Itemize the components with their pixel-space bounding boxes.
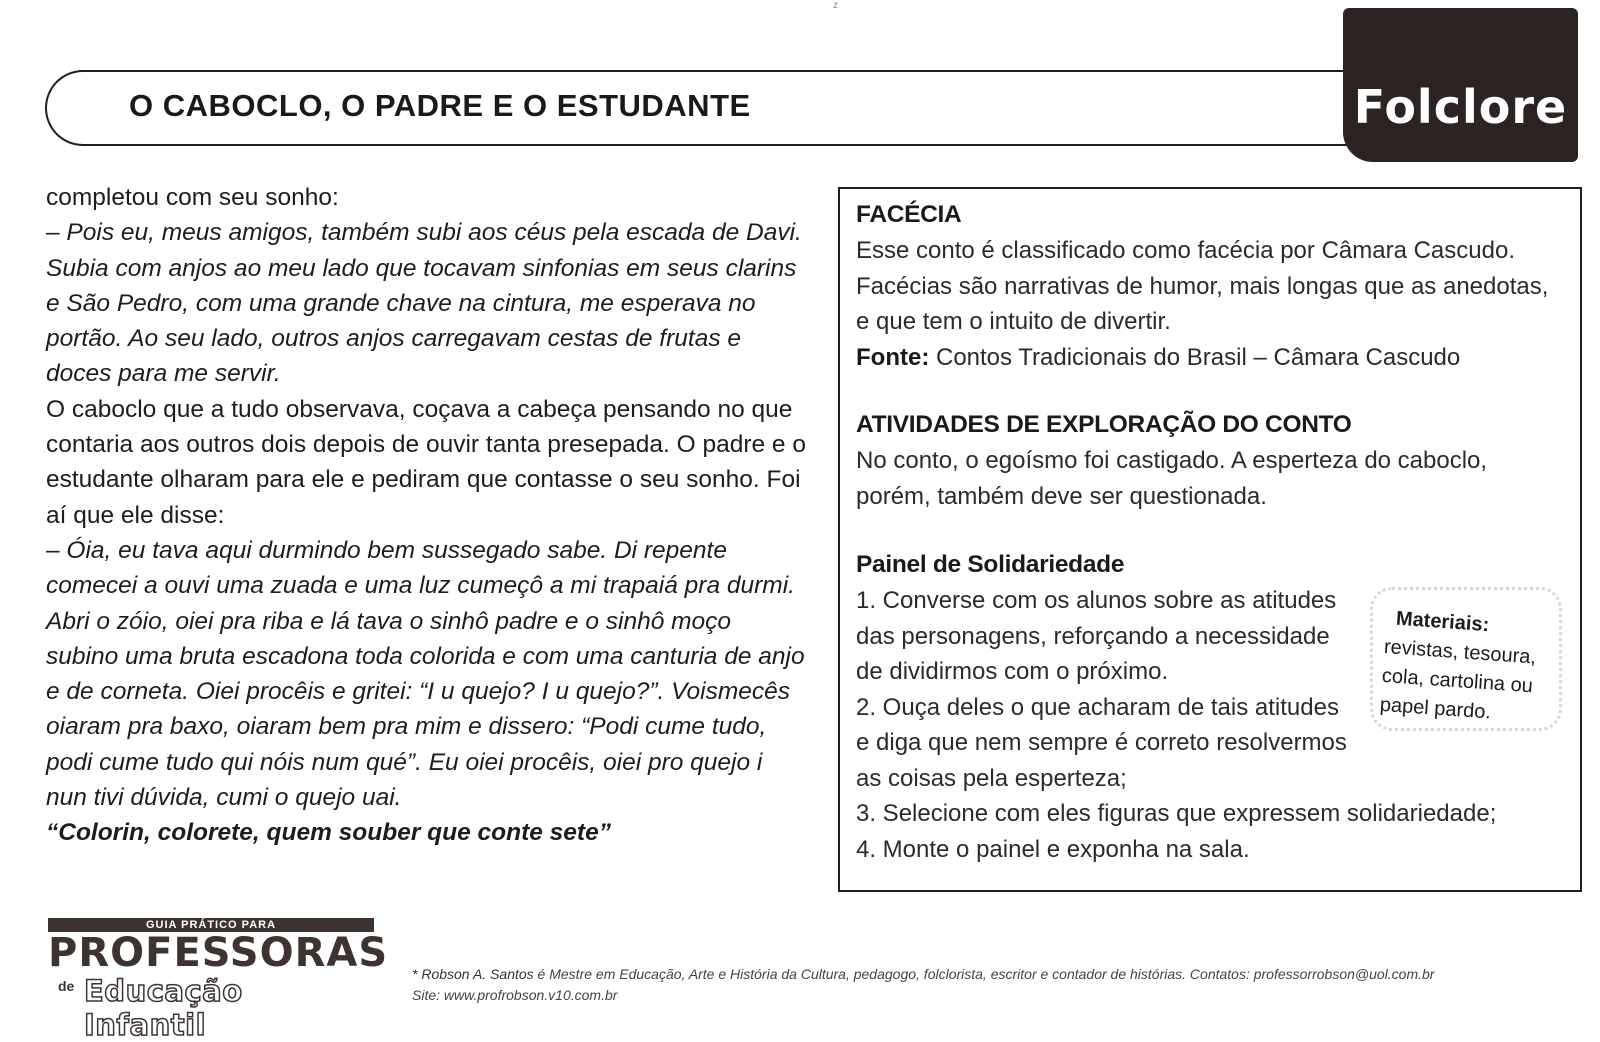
facecia-text: Esse conto é classificado como facécia por Câmara Cascudo. Facécias são narrativas de humor, mais longas que as anedotas, e que tem o intuito de divertir. bbox=[856, 237, 1549, 335]
credit-line bbox=[412, 964, 1434, 985]
painel-list-b bbox=[856, 796, 1576, 867]
credit-name: * Robson A. Santos bbox=[412, 966, 534, 982]
materials-label: Materiais: bbox=[1395, 607, 1490, 637]
logo-subtitle: Educação Infantil bbox=[84, 974, 243, 1042]
atividades-title: ATIVIDADES DE EXPLORAÇÃO DO CONTO bbox=[856, 411, 1352, 438]
story-paragraph-4: – Óia, eu tava aqui durmindo bem sussegado sabe. Di repente comecei a ouvi uma zuada e uma luz cumeçô a mi trapaiá pra durmi. Abri o zóio, oiei pra riba e lá tava o sinhô padre e o sinhô moço subino uma bruta escadona toda colorida e com uma canturia de anjo e de corneta. Oiei procêis e gritei: “I u quejo? I u quejo?”. Voismecês oiaram pra baxo, oiaram bem pra mim e dissero: “Podi cume tudo, podi cume tudo qui nóis num qué”. Eu oiei procêis, oiei pro quejo i nun tivi dúvida, cumi o quejo uai. bbox=[46, 536, 805, 812]
materials-callout bbox=[1370, 587, 1562, 731]
logo-main-word: PROFESSORAS bbox=[48, 930, 389, 976]
section-tab bbox=[1343, 8, 1578, 162]
facecia-source bbox=[856, 340, 1556, 376]
title-bar bbox=[45, 70, 1385, 146]
stray-mark: z bbox=[833, 0, 838, 11]
story-paragraph-2: – Pois eu, meus amigos, também subi aos céus pela escada de Davi. Subia com anjos ao meu lado que tocavam sinfonias em seus clarins e São Pedro, com uma grande chave na cintura, me esperava no portão. Ao seu lado, outros anjos carregavam cestas de frutas e doces para me servir. bbox=[46, 219, 802, 388]
credit-text: é Mestre em Educação, Arte e História da Cultura, pedagogo, folclorista, escritor e contador de histórias. Contatos: professorrobson@uol.com.br bbox=[533, 966, 1435, 982]
story-column bbox=[46, 180, 806, 851]
logo-de: de bbox=[58, 978, 75, 994]
credit-site: Site: www.profrobson.v10.com.br bbox=[412, 987, 618, 1003]
source-text: Contos Tradicionais do Brasil – Câmara Cascudo bbox=[935, 343, 1461, 371]
info-box bbox=[838, 187, 1582, 892]
facecia-body bbox=[856, 233, 1556, 375]
painel-list-a bbox=[856, 583, 1356, 796]
facecia-title: FACÉCIA bbox=[856, 201, 962, 228]
story-closing-line: “Colorin, colorete, quem souber que conte sete” bbox=[46, 819, 611, 847]
publication-logo bbox=[48, 918, 389, 1042]
materials-text: revistas, tesoura, cola, cartolina ou papel pardo. bbox=[1379, 635, 1537, 724]
logo-top-line: GUIA PRÁTICO PARA bbox=[48, 918, 374, 932]
page-title: O CABOCLO, O PADRE E O ESTUDANTE bbox=[129, 88, 751, 123]
story-paragraph-1: completou com seu sonho: bbox=[46, 184, 339, 211]
painel-item-1: 1. Converse com os alunos sobre as atitudes das personagens, reforçando a necessidade de dividirmos com o próximo. bbox=[856, 587, 1337, 685]
story-paragraph-3: O caboclo que a tudo observava, coçava a cabeça pensando no que contaria aos outros dois depois de ouvir tanta presepada. O padre e o estudante olharam para ele e pediram que contasse o seu sonho. Foi aí que ele disse: bbox=[46, 395, 806, 529]
painel-item-4: 4. Monte o painel e exponha na sala. bbox=[856, 835, 1250, 863]
painel-title: Painel de Solidariedade bbox=[856, 551, 1125, 578]
atividades-body: No conto, o egoísmo foi castigado. A esperteza do caboclo, porém, também deve ser questionada. bbox=[856, 447, 1488, 510]
painel-item-3: 3. Selecione com eles figuras que expressem solidariedade; bbox=[856, 800, 1497, 827]
section-tab-label: Folclore bbox=[1353, 80, 1568, 134]
source-label: Fonte: bbox=[856, 343, 930, 371]
author-credit bbox=[412, 964, 1434, 1006]
painel-item-2: 2. Ouça deles o que acharam de tais atitudes e diga que nem sempre é correto resolvermos as coisas pela esperteza; bbox=[856, 693, 1347, 792]
